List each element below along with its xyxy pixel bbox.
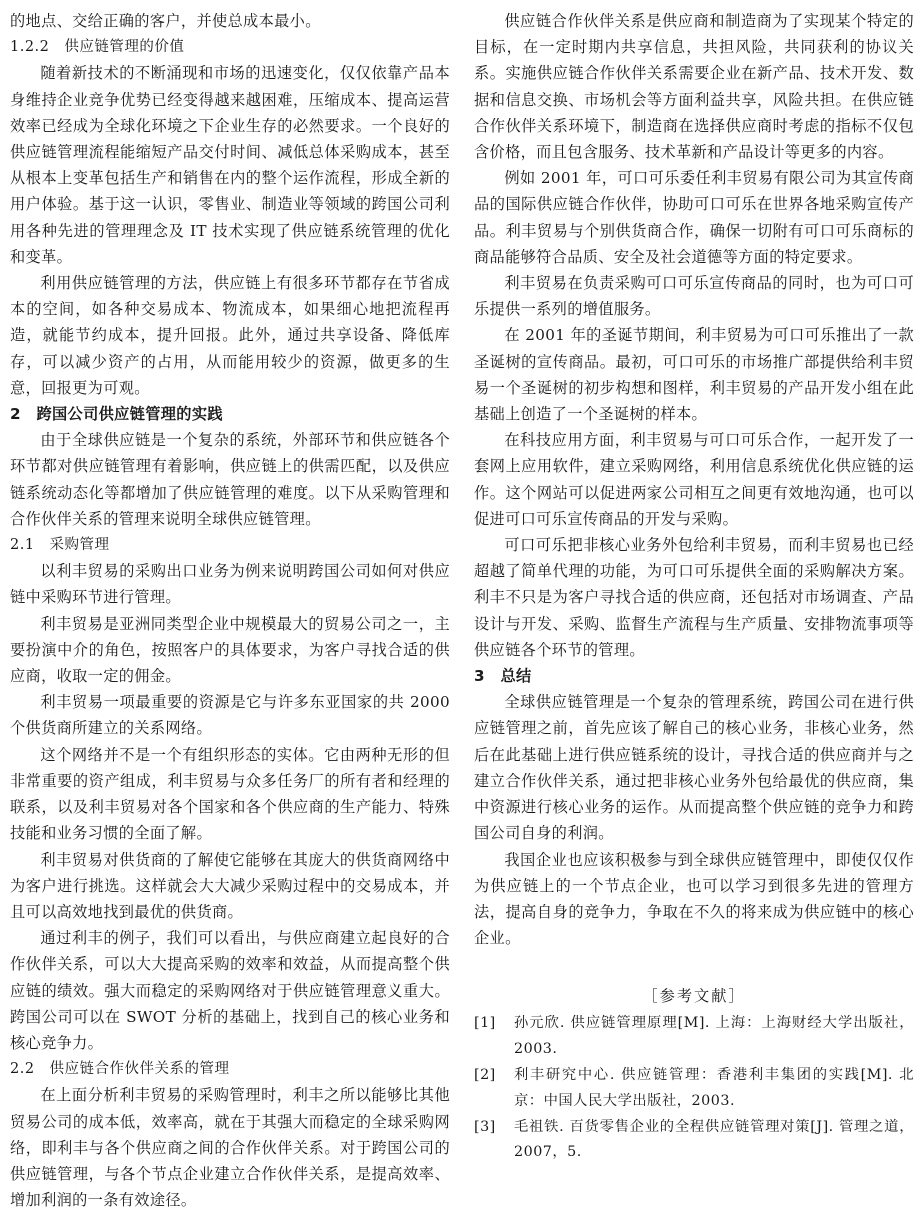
paragraph: 可口可乐把非核心业务外包给利丰贸易，而利丰贸易也已经超越了简单代理的功能，为可口可乐提供全面的采购解决方案。利丰不只是为客户寻找合适的供应商，还包括对市场调查、产品设计与开发、采购、监督生产流程与生产质量、安排物流事项等供应链各个环节的管理。 bbox=[474, 536, 914, 659]
paragraph: 利丰贸易对供货商的了解使它能够在其庞大的供货商网络中为客户进行挑选。这样就会大大减少采购过程中的交易成本，并且可以高效地找到最优的供货商。 bbox=[10, 850, 450, 921]
paragraph: 供应链合作伙伴关系是供应商和制造商为了实现某个特定的目标，在一定时期内共享信息，共担风险，共同获利的协议关系。实施供应链合作伙伴关系需要企业在新产品、技术开发、数据和信息交换、市场机会等方面利益共享，风险共担。在供应链合作伙伴关系环境下，制造商在选择供应商时考虑的指标不仅包含价格，而且包含服务、技术革新和产品设计等更多的内容。 bbox=[474, 12, 914, 162]
paragraph: 随着新技术的不断涌现和市场的迅速变化，仅仅依靠产品本身维持企业竞争优势已经变得越来越困难，压缩成本、提高运营效率已经成为全球化环境之下企业生存的必然要求。一个良好的供应链管理流程能缩短产品交付时间、减低总体采购成本，甚至从根本上变革包括生产和销售在内的整个运作流程，形成全新的用户体验。基于这一认识，零售业、制造业等领域的跨国公司利用各种先进的管理理念及 IT 技术实现了供应链系统管理的优化和变革。 bbox=[10, 64, 450, 266]
subsection-heading: 2.1 采购管理 bbox=[10, 537, 110, 554]
subsection-heading: 1.2.2 供应链管理的价值 bbox=[10, 39, 185, 56]
paragraph: 利丰贸易是亚洲同类型企业中规模最大的贸易公司之一，主要扮演中介的角色，按照客户的具体要求，为客户寻找合适的供应商，收取一定的佣金。 bbox=[10, 614, 450, 686]
article-page bbox=[10, 8, 915, 1210]
reference-text: 利丰研究中心. 供应链管理：香港利丰集团的实践[M]. 北京：中国人民大学出版社，2003. bbox=[514, 1066, 914, 1109]
paragraph: 在科技应用方面，利丰贸易与可口可乐合作，一起开发了一套网上应用软件，建立采购网络，利用信息系统优化供应链的运作。这个网站可以促进两家公司相互之间更有效地沟通，也可以促进可口可乐宣传商品的开发与采购。 bbox=[474, 431, 914, 528]
reference-text: 孙元欣. 供应链管理原理[M]. 上海：上海财经大学出版社，2003. bbox=[514, 1015, 914, 1058]
reference-item bbox=[474, 1115, 914, 1167]
paragraph: 由于全球供应链是一个复杂的系统，外部环节和供应链各个环节都对供应链管理有着影响，供应链上的供需匹配，以及供应链系统动态化等都增加了供应链管理的难度。以下从采购管理和合作伙伴关系的管理来说明全球供应链管理。 bbox=[10, 431, 450, 528]
paragraph: 在上面分析利丰贸易的采购管理时，利丰之所以能够比其他贸易公司的成本低，效率高，就在于其强大而稳定的全球采购网络，即利丰与各个供应商之间的合作伙伴关系。对于跨国公司的供应链管理，与各个节点企业建立合作伙伴关系，是提高效率、增加利润的一条有效途径。 bbox=[10, 1086, 450, 1210]
reference-item bbox=[474, 1011, 914, 1063]
paragraph: 利丰贸易一项最重要的资源是它与许多东亚国家的共 2000 个供货商所建立的关系网络。 bbox=[10, 693, 450, 738]
right-column-body bbox=[474, 8, 914, 951]
section-heading: 3 总结 bbox=[474, 667, 532, 686]
paragraph: 利用供应链管理的方法，供应链上有很多环节都存在节省成本的空间，如各种交易成本、物流成本，如果细心地把流程再造，就能节约成本，提升回报。此外，通过共享设备、降低库存，可以减少资产的占用，从而能用较少的资源，做更多的生意，回报更为可观。 bbox=[10, 274, 450, 397]
paragraph: 利丰贸易在负责采购可口可乐宣传商品的同时，也为可口可乐提供一系列的增值服务。 bbox=[474, 274, 914, 319]
reference-number: [2] bbox=[474, 1066, 496, 1083]
reference-text: 毛祖铁. 百货零售企业的全程供应链管理对策[J]. 管理之道，2007，5. bbox=[514, 1118, 915, 1161]
right-column bbox=[474, 8, 914, 1198]
paragraph: 全球供应链管理是一个复杂的管理系统，跨国公司在进行供应链管理之前，首先应该了解自己的核心业务，非核心业务，然后在此基础上进行供应链系统的设计，寻找合适的供应商并与之建立合作伙伴关系，通过把非核心业务外包给最优的供应商，集中资源进行核心业务的运作。从而提高整个供应链的竞争力和跨国公司自身的利润。 bbox=[474, 693, 914, 843]
paragraph: 的地点、交给正确的客户，并使总成本最小。 bbox=[10, 12, 321, 30]
paragraph: 在 2001 年的圣诞节期间，利丰贸易为可口可乐推出了一款圣诞树的宣传商品。最初，可口可乐的市场推广部提供给利丰贸易一个圣诞树的初步构想和图样，利丰贸易的产品开发小组在此基础上创造了一个圣诞树的样本。 bbox=[474, 326, 914, 424]
reference-number: [1] bbox=[474, 1015, 496, 1032]
reference-item bbox=[474, 1063, 914, 1115]
references-list bbox=[474, 1011, 914, 1166]
references-title: ［参考文献］ bbox=[642, 987, 746, 1006]
paragraph: 例如 2001 年，可口可乐委任利丰贸易有限公司为其宣传商品的国际供应链合作伙伴，协助可口可乐在世界各地采购宣传产品。利丰贸易与个别供货商合作，确保一切附有可口可乐商标的商品能够符合品质、安全及社会道德等方面的特定要求。 bbox=[474, 169, 914, 266]
paragraph: 这个网络并不是一个有组织形态的实体。它由两种无形的但非常重要的资产组成，利丰贸易与众多任务厂的所有者和经理的联系，以及利丰贸易对各个国家和各个供应商的生产能力、特殊技能和业务习惯的全面了解。 bbox=[10, 745, 450, 843]
paragraph: 通过利丰的例子，我们可以看出，与供应商建立起良好的合作伙伴关系，可以大大提高采购的效率和效益，从而提高整个供应链的绩效。强大而稳定的采购网络对于供应链管理意义重大。跨国公司可以在 SWOT 分析的基础上，找到自己的核心业务和核心竞争力。 bbox=[10, 929, 450, 1052]
section-heading: 2 跨国公司供应链管理的实践 bbox=[10, 405, 223, 424]
paragraph: 以利丰贸易的采购出口业务为例来说明跨国公司如何对供应链中采购环节进行管理。 bbox=[10, 562, 450, 607]
subsection-heading: 2.2 供应链合作伙伴关系的管理 bbox=[10, 1061, 230, 1078]
paragraph: 我国企业也应该积极参与到全球供应链管理中，即使仅仅作为供应链上的一个节点企业，也可以学习到很多先进的管理方法，提高自身的竞争力，争取在不久的将来成为供应链中的核心企业。 bbox=[474, 850, 914, 948]
left-column bbox=[10, 8, 450, 1210]
reference-number: [3] bbox=[474, 1118, 496, 1135]
